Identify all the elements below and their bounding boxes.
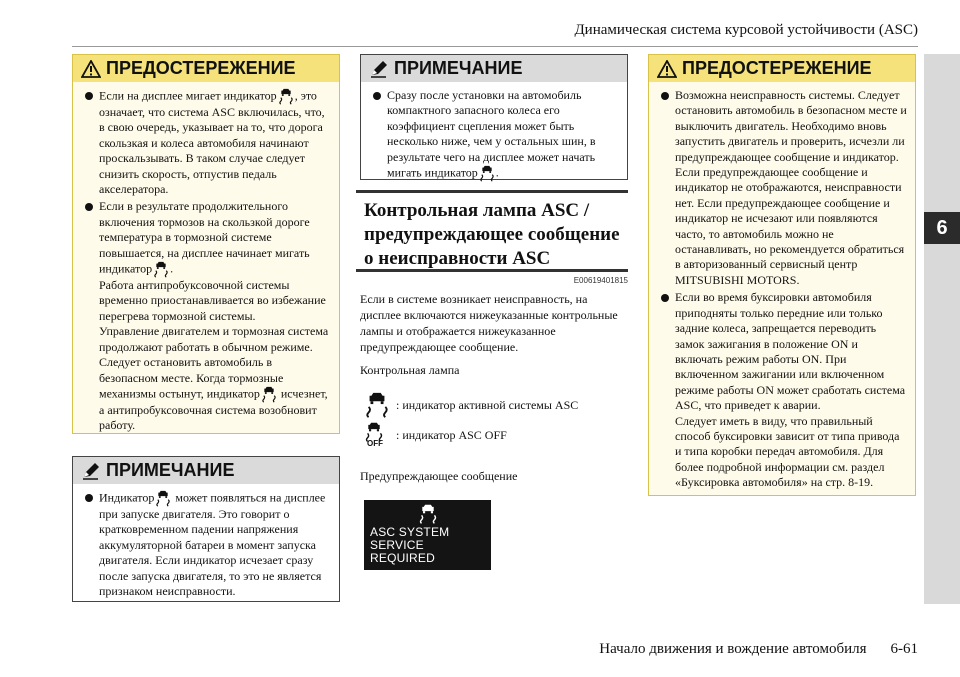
left-note-b1-text: Индикатор (99, 490, 155, 505)
lamp-row-off (364, 422, 507, 448)
lamp-label: Контрольная лампа (360, 363, 460, 377)
left-warning-bullet-1 (84, 88, 331, 197)
left-note-box (72, 456, 340, 602)
middle-note-header (361, 55, 627, 82)
warning-triangle-icon (657, 60, 677, 78)
asc-active-icon (417, 504, 439, 524)
section-code: E00619401815 (573, 276, 628, 285)
left-warning-b2-text: Если в результате продолжительного включения тормозов на скользкой дороге температура в тормозной системе повышается, на дисплее начинает мигать индикатор (99, 199, 310, 276)
asc-active-icon (480, 165, 494, 182)
asc-off-icon (364, 422, 390, 448)
section-intro: Если в системе возникает неисправность, на дисплее включаются нижеуказанные контрольные лампы и отображается нижеуказанное предупреждающее сообщение. (360, 292, 618, 354)
left-warning-title: ПРЕДОСТЕРЕЖЕНИЕ (106, 58, 296, 78)
right-warning-bullet-2 (660, 290, 907, 490)
right-warning-box (648, 54, 916, 496)
lamp-active-text: : индикатор активной системы ASC (396, 397, 579, 412)
lamp-off-text: : индикатор ASC OFF (396, 427, 507, 442)
note-pen-icon (369, 60, 389, 78)
asc-display-text (370, 526, 491, 565)
asc-off-label: OFF (367, 439, 383, 448)
asc-display-line1: ASC SYSTEM (370, 525, 450, 539)
left-note-title: ПРИМЕЧАНИЕ (106, 460, 235, 480)
left-warning-b1-rest: , это означает, что система ASC включилась, что, в свою очередь, указывает на то, что дорога скользкая и колеса автомобиля начинают проскальзывать. В таком случае следует снизить скорость, отпустив педаль акселератора. (99, 88, 325, 197)
asc-active-icon (262, 386, 276, 403)
asc-warning-display (364, 500, 491, 570)
left-warning-b2-para3: Управление двигателем и тормозная система продолжают работать в обычном режиме. Следует остановить автомобиль в безопасном месте. Когда тормозные механизмы остынут, индикатор (99, 324, 329, 401)
middle-note-b1-text: Сразу после установки на автомобиль компактного запасного колеса его коэффициент сцепления может быть несколько ниже, чем у остальных шин, в результате чего на дисплее может начать мигать индикатор (387, 88, 596, 180)
asc-active-icon (156, 490, 170, 507)
right-warning-b2-text: Если во время буксировки автомобиля приподняты только передние или только задние колеса, запрещается переводить замок зажигания в положение ON и включать режим работы ON. При включенном зажигании или включенном режиме работы ON может сработать система ASC, что приведет к аварии. (675, 290, 906, 413)
asc-active-icon (279, 88, 293, 105)
right-warning-title: ПРЕДОСТЕРЕЖЕНИЕ (682, 58, 872, 78)
left-warning-b2-end: . (170, 261, 174, 276)
left-warning-bullet-2 (84, 199, 331, 433)
right-warning-b2-para2: Следует иметь в виду, что правильный способ буксировки зависит от типа привода и типа коробки передач автомобиля. Для более подробной информации см. раздел «Буксировка автомобиля» на стр. 8-19. (675, 413, 900, 490)
warning-triangle-icon (81, 60, 101, 78)
right-warning-header (649, 55, 915, 82)
left-note-header (73, 457, 339, 484)
lamp-row-active (364, 392, 578, 418)
asc-active-icon (154, 261, 168, 278)
asc-display-line2: SERVICE REQUIRED (370, 538, 435, 565)
left-note-b1-rest: может появляться на дисплее при запуске двигателя. Это говорит о кратковременном падении напряжения аккумуляторной батареи в момент запуска двигателя. Если индикатор исчезает сразу после запуска двигателя, то это не является признаком неисправности. (99, 490, 326, 599)
left-warning-b2-para2: Работа антипробуксовочной системы временно приостанавливается во избежание перегрева тормозной системы. (99, 278, 326, 323)
note-pen-icon (81, 462, 101, 480)
chapter-tab[interactable]: 6 (924, 212, 960, 244)
page-header: Динамическая система курсовой устойчивости (ASC) (574, 22, 918, 38)
page-footer (420, 641, 918, 658)
section-heading: Контрольная лампа ASC / предупреждающее сообщение о неисправности ASC (356, 190, 628, 272)
left-warning-b2-para3-rest: исчезнет, а антипробуксовочная система возобновит работу. (99, 386, 328, 433)
right-warning-bullet-1: Возможна неисправность системы. Следует остановить автомобиль в безопасном месте и выключить двигатель. Необходимо вновь запустить двигатель и проверить, исчезли ли предупреждающее сообщение и индикатор. Если предупреждающее сообщение и индикатор не отображаются, неисправности нет. Если предупреждающее сообщение и индикатор не исчезают или появляются часто, то автомобиль можно не останавливать, но рекомендуется обратиться в авторизованный сервисный центр MITSUBISHI MOTORS. (660, 88, 907, 288)
header-rule (72, 46, 918, 47)
page-number: 6-61 (890, 641, 918, 657)
middle-note-box (360, 54, 628, 180)
footer-section: Начало движения и вождение автомобиля (599, 641, 867, 657)
left-warning-b1-text: Если на дисплее мигает индикатор (99, 88, 277, 103)
left-warning-box (72, 54, 340, 434)
message-label: Предупреждающее сообщение (360, 469, 518, 483)
chapter-tab-strip (924, 54, 960, 604)
middle-note-b1-end: . (495, 165, 499, 180)
left-note-bullet-1 (84, 490, 331, 599)
asc-active-icon (364, 392, 390, 418)
middle-note-title: ПРИМЕЧАНИЕ (394, 58, 523, 78)
middle-note-bullet-1 (372, 88, 619, 182)
left-warning-header (73, 55, 339, 82)
